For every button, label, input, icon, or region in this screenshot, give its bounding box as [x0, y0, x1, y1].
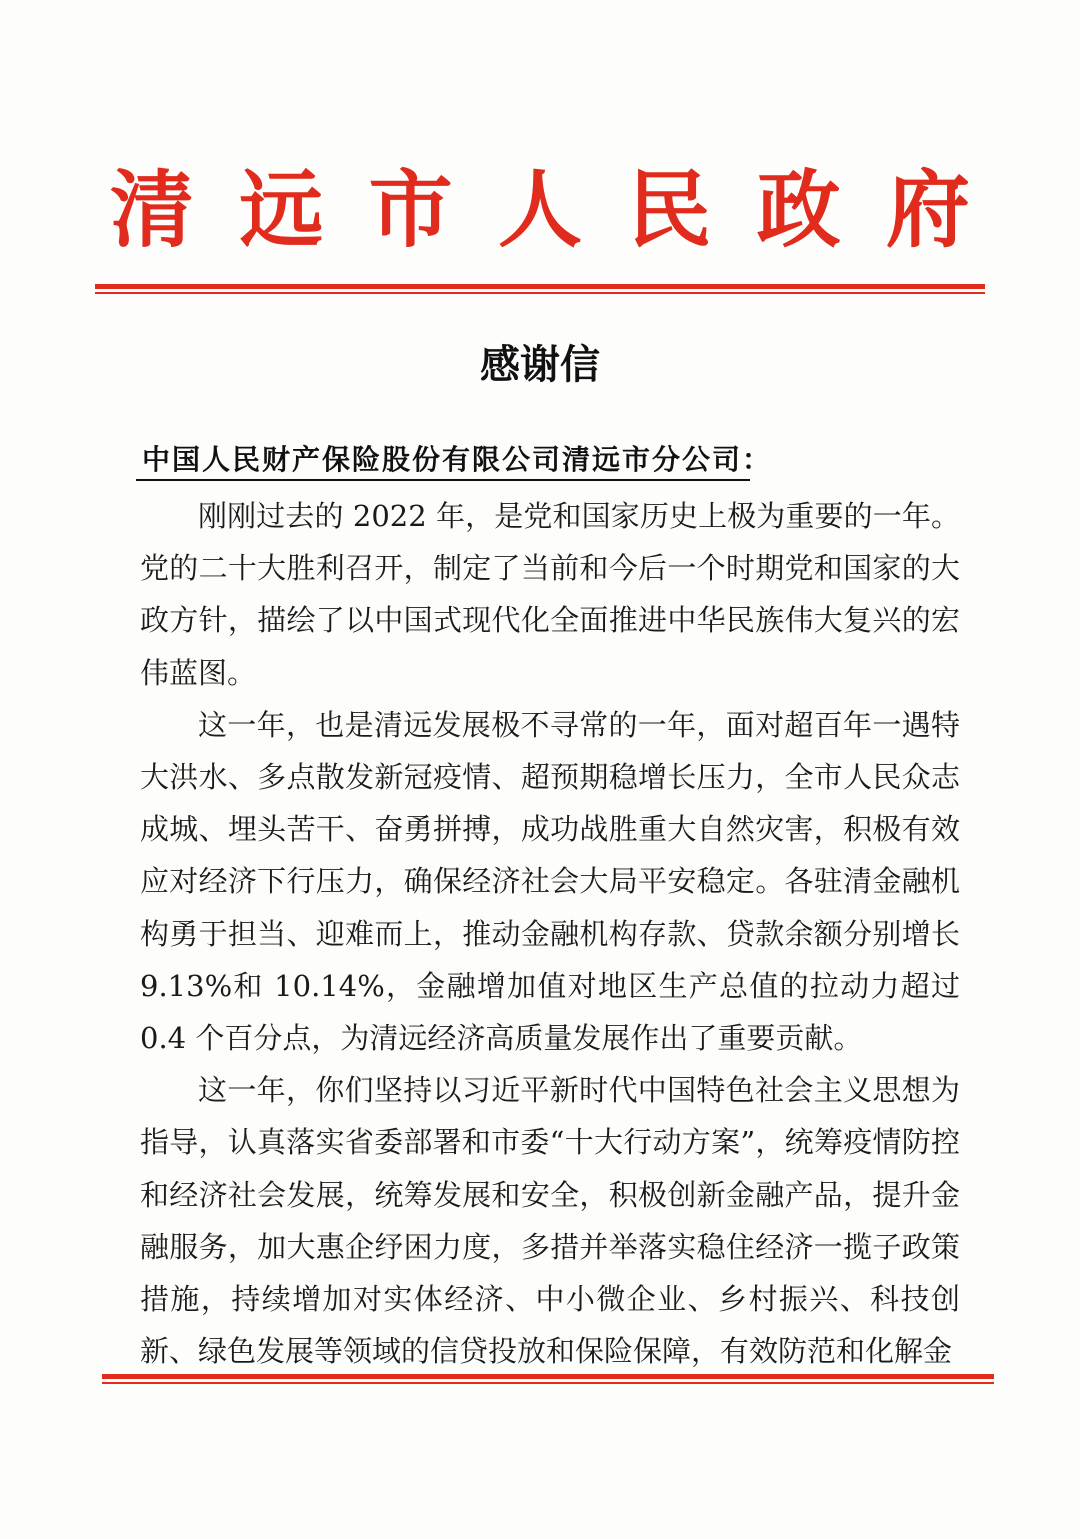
salutation: 中国人民财产保险股份有限公司清远市分公司： — [142, 443, 773, 476]
issuer-header-char: 民 — [627, 160, 712, 259]
issuer-header-char: 人 — [497, 160, 582, 259]
issuer-header-char: 清 — [110, 160, 195, 259]
letter-title: 感谢信 — [480, 341, 600, 388]
issuer-header-char: 市 — [368, 160, 453, 259]
issuer-header-char: 远 — [239, 160, 324, 259]
footer-divider — [102, 1374, 994, 1384]
body-paragraph: 这一年，你们坚持以习近平新时代中国特色社会主义思想为指导，认真落实省委部署和市委“十大行动方案”，统筹疫情防控和经济社会发展，统筹发展和安全，积极创新金融产品，提升金融服务，加大惠企纾困力度，多措并举落实稳住经济一揽子政策措施，持续增加对实体经济、中小微企业、乡村振兴、科技创新、绿色发展等领域的信贷投放和保险保障，有效防范和化解金 — [140, 1073, 960, 1369]
body-paragraph: 刚刚过去的 2022 年，是党和国家历史上极为重要的一年。党的二十大胜利召开，制定了当前和今后一个时期党和国家的大政方针，描绘了以中国式现代化全面推进中华民族伟大复兴的宏伟蓝图。 — [140, 499, 960, 690]
salutation-underline — [136, 479, 750, 481]
letter-body — [140, 490, 960, 1377]
issuer-header — [110, 160, 970, 260]
issuer-header-char: 政 — [756, 160, 841, 259]
issuer-header-char: 府 — [885, 160, 970, 259]
header-divider — [95, 284, 985, 294]
body-paragraph: 这一年，也是清远发展极不寻常的一年，面对超百年一遇特大洪水、多点散发新冠疫情、超预期稳增长压力，全市人民众志成城、埋头苦干、奋勇拼搏，成功战胜重大自然灾害，积极有效应对经济下行压力，确保经济社会大局平安稳定。各驻清金融机构勇于担当、迎难而上，推动金融机构存款、贷款余额分别增长9.13%和 10.14%，金融增加值对地区生产总值的拉动力超过 0.4 个百分点，为清远经济高质量发展作出了重要贡献。 — [140, 707, 960, 1056]
